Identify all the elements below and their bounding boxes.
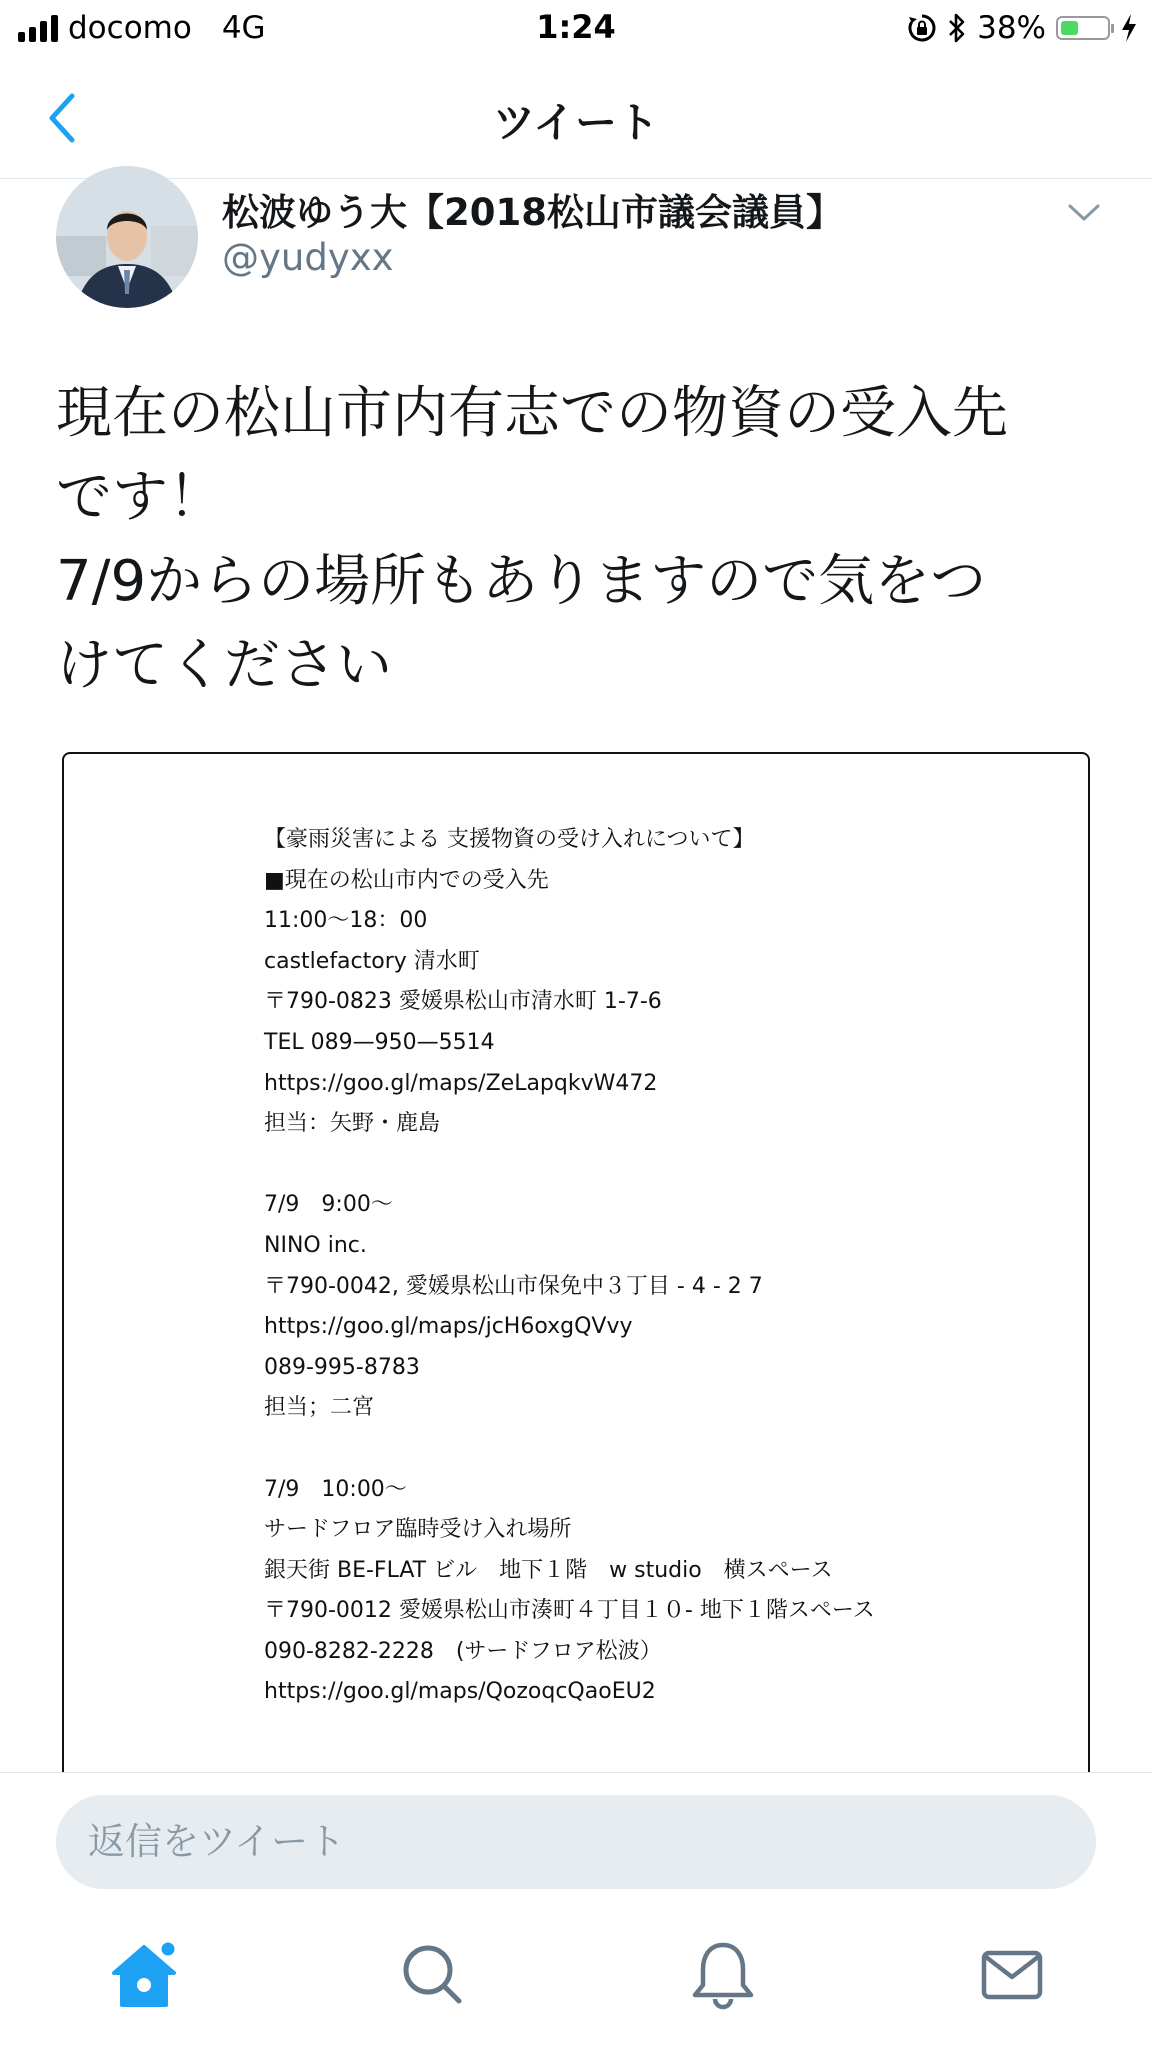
rotation-lock-icon (907, 13, 937, 43)
media-text-line (264, 1145, 875, 1186)
profile-photo-icon (56, 166, 198, 308)
carrier-label: docomo (68, 10, 192, 46)
status-bar (0, 0, 1152, 60)
media-text-line: 【豪雨災害による 支援物資の受け入れについて】 (264, 827, 755, 852)
media-text-line: 7/9 9:00〜 (264, 1192, 393, 1218)
tweet-options-button[interactable] (1066, 198, 1102, 226)
charging-bolt-icon (1120, 13, 1138, 43)
media-text-line: https://goo.gl/maps/jcH6oxgQVvy (264, 1314, 633, 1340)
status-time: 1:24 (536, 8, 616, 46)
status-right (907, 10, 1138, 46)
page-title: ツイート (493, 98, 659, 147)
tab-home[interactable] (104, 1935, 184, 2015)
media-text-line (264, 1429, 875, 1470)
battery-percent-label: 38% (977, 10, 1046, 46)
media-text-line: https://goo.gl/maps/ZeLapqkvW472 (264, 1070, 658, 1096)
media-text-line: 〒790-0012 愛媛県松山市湊町４丁目１０- 地下１階スペース (264, 1598, 875, 1624)
notifications-bell-icon (683, 1935, 763, 2015)
media-text-line: 〒790-0823 愛媛県松山市清水町 1-7-6 (264, 989, 662, 1015)
media-text-line: TEL 089—950—5514 (264, 1029, 495, 1055)
media-text-line: 〒790-0042, 愛媛県松山市保免中３丁目 - 4 - 2 7 (264, 1273, 763, 1299)
tweet-media-image[interactable] (62, 752, 1090, 1772)
chevron-down-icon (1066, 198, 1102, 226)
avatar[interactable] (56, 166, 198, 308)
media-text-line: 担当：矢野・鹿島 (264, 1111, 441, 1137)
tweet-text (56, 372, 1116, 708)
reply-input[interactable]: 返信をツイート (56, 1795, 1096, 1889)
network-type-label: 4G (221, 10, 266, 46)
media-text-line: https://goo.gl/maps/QozoqcQaoEU2 (264, 1679, 656, 1705)
tweet-text-line: 7/9からの場所もありますので気をつ (56, 549, 987, 614)
tweet-text-line: けてください (56, 633, 392, 698)
media-text-line: castlefactory 清水町 (264, 948, 480, 974)
media-text-line: 7/9 10:00〜 (264, 1476, 407, 1502)
tab-bar (0, 1923, 1152, 2049)
author-name[interactable]: 松波ゆう大【2018松山市議会議員】 (222, 191, 843, 234)
tweet-text-line: です！ (56, 465, 224, 530)
tab-notifications[interactable] (683, 1935, 763, 2015)
tweet-text-line: 現在の松山市内有志での物資の受入先 (56, 381, 1008, 446)
search-icon (393, 1935, 473, 2015)
battery-icon (1056, 16, 1110, 40)
battery-fill (1061, 21, 1078, 35)
media-text-line: 089-995-8783 (264, 1354, 420, 1380)
bluetooth-icon (947, 12, 967, 44)
media-text-line: サードフロア臨時受け入れ場所 (264, 1517, 572, 1543)
tab-messages[interactable] (972, 1935, 1052, 2015)
media-text-line: 11:00〜18：00 (264, 908, 428, 934)
home-icon (104, 1935, 184, 2015)
media-text-line: NINO inc. (264, 1232, 367, 1258)
media-text-line: 担当；二宮 (264, 1395, 375, 1421)
messages-envelope-icon (972, 1935, 1052, 2015)
media-document-text (264, 820, 875, 1713)
media-text-line: ■現在の松山市内での受入先 (264, 867, 549, 893)
tab-search[interactable] (393, 1935, 473, 2015)
reply-area (0, 1772, 1152, 2049)
media-text-line: 銀天街 BE-FLAT ビル 地下１階 w studio 横スペース (264, 1557, 833, 1583)
author-handle[interactable]: @yudyxx (222, 236, 394, 279)
nav-bar (0, 60, 1152, 179)
media-text-line: 090-8282-2228 (サードフロア松波） (264, 1638, 662, 1664)
